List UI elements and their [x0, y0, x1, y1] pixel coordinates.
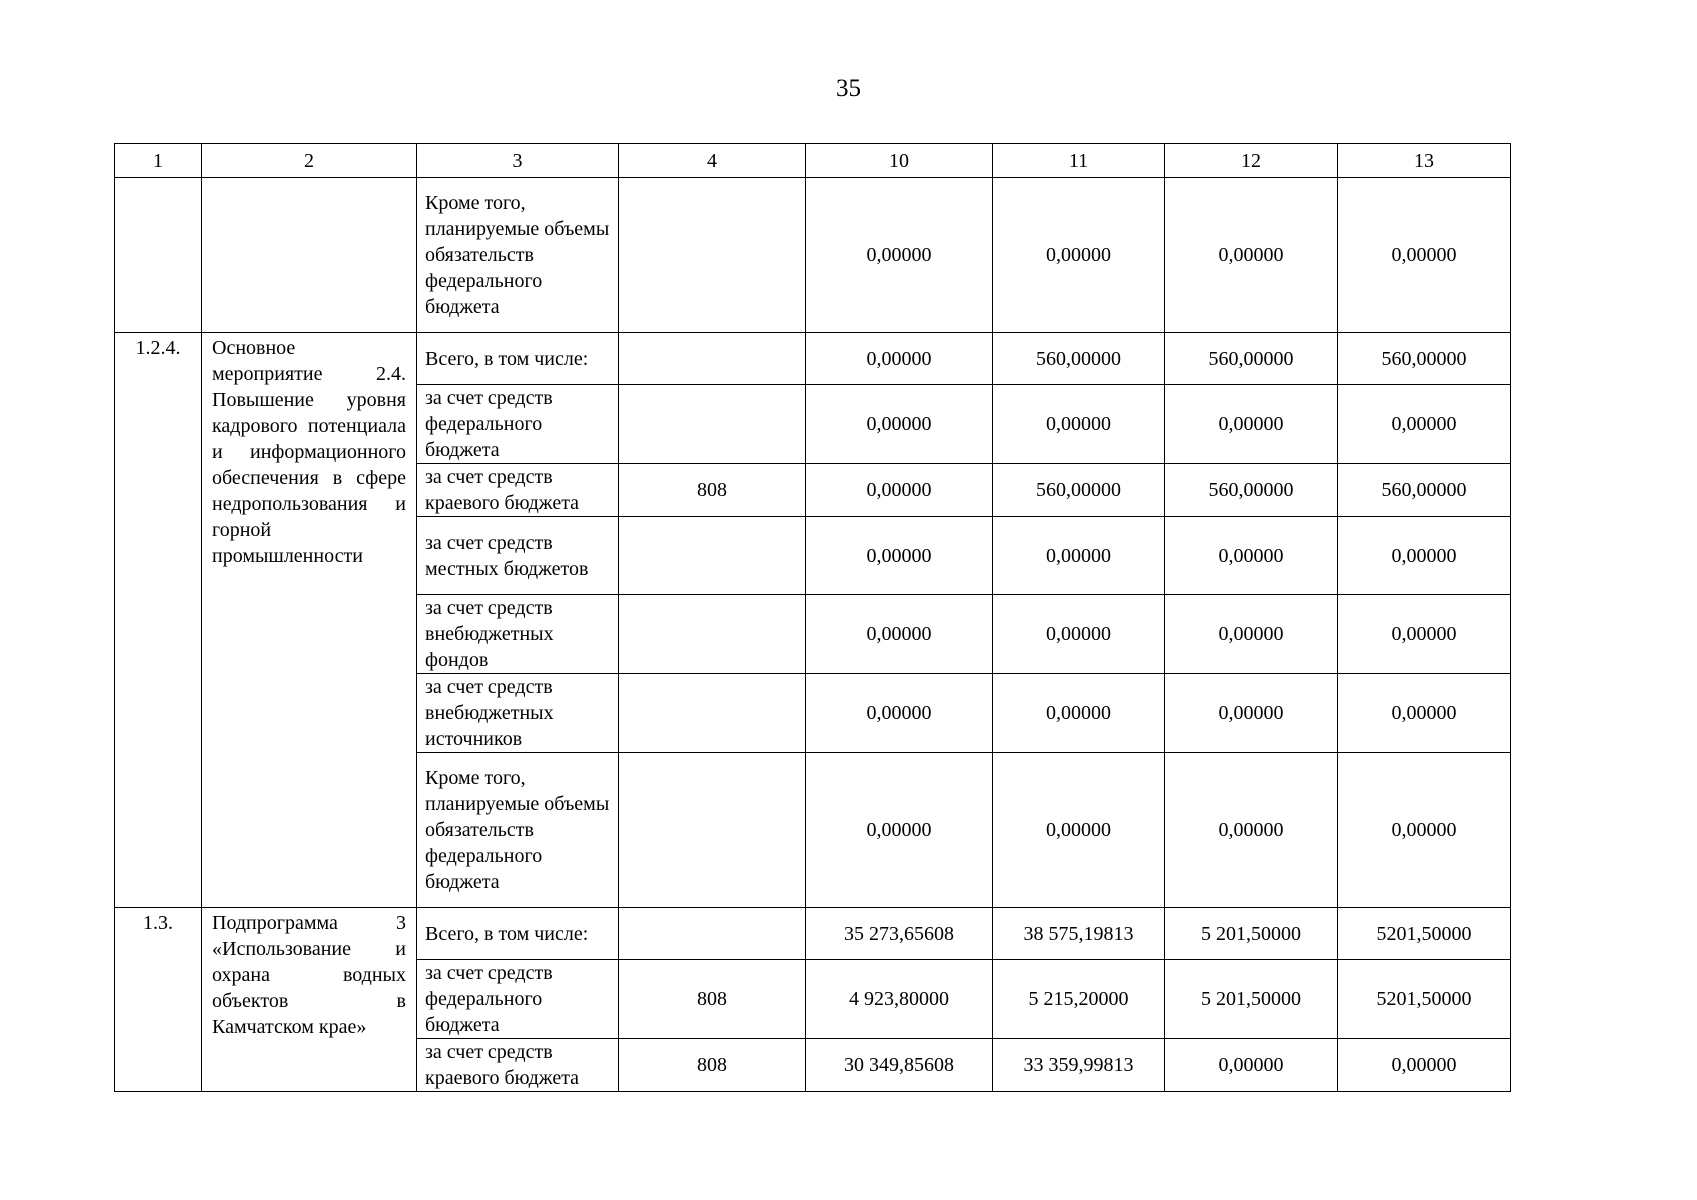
value-cell: 0,00000	[1165, 385, 1338, 464]
budget-code: 808	[619, 960, 806, 1039]
funding-source-label: за счет средств краевого бюджета	[417, 1039, 619, 1092]
table-row	[115, 333, 1511, 385]
column-header: 12	[1165, 144, 1338, 178]
value-cell: 0,00000	[806, 595, 993, 674]
budget-table	[114, 143, 1511, 1092]
table-row	[115, 178, 1511, 333]
budget-code	[619, 595, 806, 674]
value-cell: 0,00000	[993, 595, 1165, 674]
value-cell: 560,00000	[1165, 333, 1338, 385]
value-cell: 0,00000	[1338, 517, 1511, 595]
funding-source-label: за счет средств федерального бюджета	[417, 385, 619, 464]
funding-source-label: за счет средств внебюджетных источников	[417, 674, 619, 753]
value-cell: 4 923,80000	[806, 960, 993, 1039]
value-cell: 560,00000	[1165, 464, 1338, 517]
value-cell: 5201,50000	[1338, 960, 1511, 1039]
value-cell: 0,00000	[1165, 753, 1338, 908]
budget-code	[619, 753, 806, 908]
value-cell: 30 349,85608	[806, 1039, 993, 1092]
budget-code	[619, 385, 806, 464]
value-cell: 5201,50000	[1338, 908, 1511, 960]
funding-source-label: Всего, в том числе:	[417, 333, 619, 385]
value-cell: 0,00000	[993, 178, 1165, 333]
column-header: 13	[1338, 144, 1511, 178]
funding-source-label: за счет средств местных бюджетов	[417, 517, 619, 595]
budget-code: 808	[619, 464, 806, 517]
value-cell: 5 201,50000	[1165, 960, 1338, 1039]
value-cell: 560,00000	[993, 464, 1165, 517]
funding-source-label: Кроме того, планируемые объемы обязательств федерального бюджета	[417, 753, 619, 908]
budget-code	[619, 178, 806, 333]
column-header: 11	[993, 144, 1165, 178]
value-cell: 0,00000	[806, 464, 993, 517]
page-number: 35	[836, 75, 861, 102]
funding-source-label: за счет средств краевого бюджета	[417, 464, 619, 517]
value-cell: 0,00000	[1338, 1039, 1511, 1092]
value-cell: 560,00000	[993, 333, 1165, 385]
funding-source-label: Всего, в том числе:	[417, 908, 619, 960]
value-cell: 0,00000	[1338, 753, 1511, 908]
column-header: 2	[202, 144, 417, 178]
funding-source-label: за счет средств федерального бюджета	[417, 960, 619, 1039]
budget-code	[619, 674, 806, 753]
budget-code: 808	[619, 1039, 806, 1092]
value-cell: 0,00000	[993, 674, 1165, 753]
row-name: Основное мероприятие 2.4. Повышение уровня кадрового потенциала и информационного обеспечения в сфере недропользования и горной промышленности	[202, 333, 417, 908]
value-cell: 38 575,19813	[993, 908, 1165, 960]
value-cell: 0,00000	[806, 178, 993, 333]
value-cell: 35 273,65608	[806, 908, 993, 960]
column-header: 3	[417, 144, 619, 178]
value-cell: 0,00000	[1338, 674, 1511, 753]
value-cell: 0,00000	[1165, 595, 1338, 674]
funding-source-label: Кроме того, планируемые объемы обязательств федерального бюджета	[417, 178, 619, 333]
value-cell: 0,00000	[806, 753, 993, 908]
value-cell: 5 201,50000	[1165, 908, 1338, 960]
value-cell: 560,00000	[1338, 464, 1511, 517]
value-cell: 33 359,99813	[993, 1039, 1165, 1092]
value-cell: 0,00000	[993, 517, 1165, 595]
row-name: Подпрограмма 3 «Использование и охрана водных объектов в Камчатском крае»	[202, 908, 417, 1092]
value-cell: 560,00000	[1338, 333, 1511, 385]
value-cell: 0,00000	[1338, 178, 1511, 333]
budget-code	[619, 908, 806, 960]
value-cell: 0,00000	[1165, 517, 1338, 595]
value-cell: 0,00000	[993, 385, 1165, 464]
value-cell: 0,00000	[1165, 674, 1338, 753]
row-name	[202, 178, 417, 333]
value-cell: 0,00000	[806, 385, 993, 464]
value-cell: 5 215,20000	[993, 960, 1165, 1039]
budget-code	[619, 333, 806, 385]
value-cell: 0,00000	[1165, 178, 1338, 333]
budget-code	[619, 517, 806, 595]
row-number	[115, 178, 202, 333]
row-number: 1.3.	[115, 908, 202, 1092]
column-header: 4	[619, 144, 806, 178]
value-cell: 0,00000	[806, 333, 993, 385]
row-number: 1.2.4.	[115, 333, 202, 908]
table-header-row	[115, 144, 1511, 178]
value-cell: 0,00000	[993, 753, 1165, 908]
value-cell: 0,00000	[1338, 595, 1511, 674]
value-cell: 0,00000	[1338, 385, 1511, 464]
table-row	[115, 908, 1511, 960]
value-cell: 0,00000	[806, 517, 993, 595]
funding-source-label: за счет средств внебюджетных фондов	[417, 595, 619, 674]
column-header: 1	[115, 144, 202, 178]
value-cell: 0,00000	[806, 674, 993, 753]
column-header: 10	[806, 144, 993, 178]
value-cell: 0,00000	[1165, 1039, 1338, 1092]
